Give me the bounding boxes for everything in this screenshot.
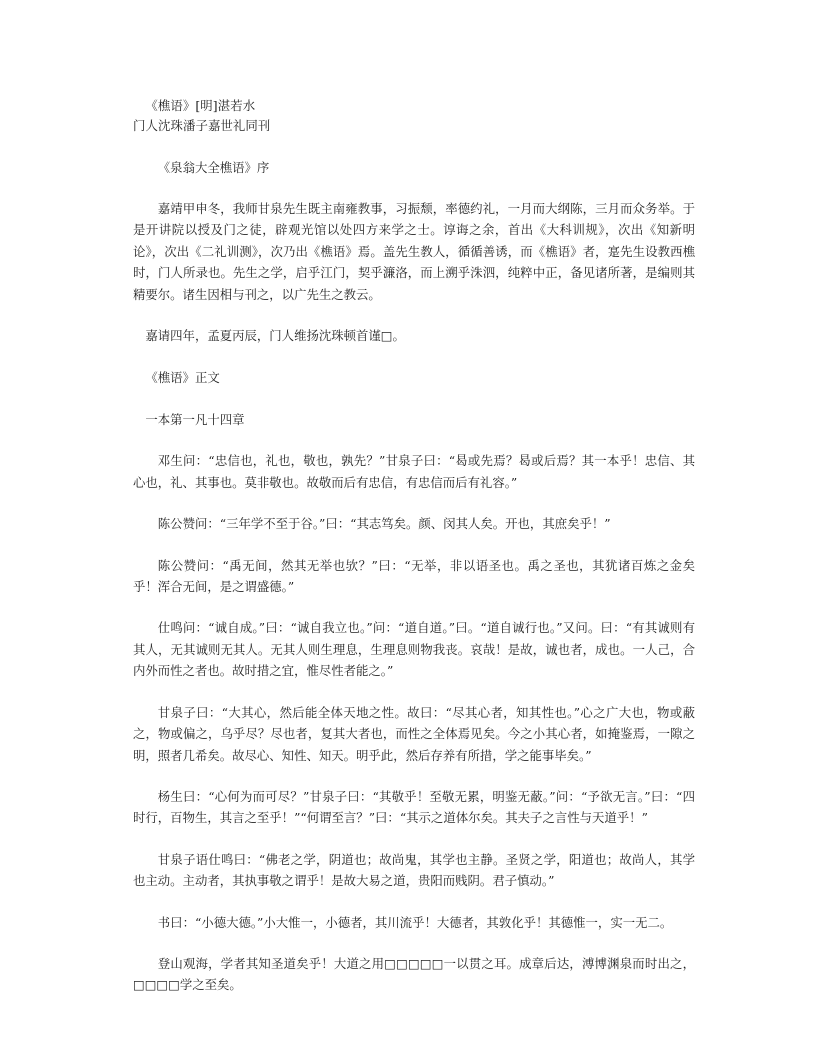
preface-title: 《泉翁大全樵语》序 <box>157 160 270 175</box>
paragraph-yang-sheng: 杨生曰：“心何为而可尽？”甘泉子曰：“其敬乎！至敬无累，明鉴无蔽。”问：“予欲无言。”曰：“四时行，百物生，其言之至乎！”“何谓至言？”曰：“其示之道体尔矣。其夫子之言性与天道乎！” <box>133 788 695 826</box>
document-header <box>133 96 695 136</box>
preface-body-paragraph: 嘉靖甲申冬，我师甘泉先生既主南雍教事，习振颓，率德约礼，一月而大纲陈，三月而众务举。于是开讲院以授及门之徒，辟观光馆以处四方来学之士。谆诲之余，首出《大科训规》，次出《知新明论》，次出《二礼训测》，次乃出《樵语》焉。盖先生教人，循循善诱，而《樵语》者，寔先生设教西樵时，门人所录也。先生之学，启乎江门，契乎濂洛，而上溯乎洙泗，纯粹中正，备见诸所著，是编则其精要尔。诸生因相与刊之，以广先生之教云。 <box>133 201 695 302</box>
paragraph-ganquanzi-daqixin: 甘泉子曰：“大其心，然后能全体天地之性。故曰：“尽其心者，知其性也。”心之广大也，物或蔽之，物或偏之，乌乎尽？尽也者，复其大者也，而性之全体焉见矣。今之小其心者，如掩鉴焉，一隙之明，照者几希矣。故尽心、知性、知天。明乎此，然后存养有所措，学之能事毕矣。” <box>133 704 695 763</box>
paragraph-chen-gongzan-2: 陈公赞问：“禹无间，然其无举也欤？”曰：“无举，非以语圣也。禹之圣也，其犹诸百炼之金矣乎！浑合无间，是之谓盛德。” <box>133 557 695 595</box>
main-text-title: 《樵语》正文 <box>145 370 220 386</box>
paragraph-chen-gongzan-1: 陈公赞问：“三年学不至于谷。”曰：“其志笃矣。颜、闵其人矣。开也，其庶矣乎！” <box>157 516 611 532</box>
document-title-line: 《樵语》[明]湛若水 <box>145 98 256 113</box>
paragraph-ganquanzi-yu-shiming: 甘泉子语仕鸣曰：“佛老之学，阴道也；故尚鬼，其学也主静。圣贤之学，阳道也；故尚人，其学也主动。主动者，其执事敬之谓乎！是故大易之道，贵阳而贱阴。君子慎动。” <box>133 851 695 889</box>
document-content <box>133 96 695 996</box>
paragraph-deng-sheng: 邓生问：“忠信也，礼也，敬也，孰先？”甘泉子曰：“曷或先焉？曷或后焉？其一本乎！忠信、其心也，礼、其事也。莫非敬也。故敬而后有忠信，有忠信而后有礼容。” <box>133 453 695 490</box>
paragraph-shu-yue: 书曰：“小德大德。”小大惟一，小德者，其川流乎！大德者，其敦化乎！其德惟一，实一无二。 <box>157 914 673 930</box>
paragraph-dengshan-guanhai: 登山观海，学者其知圣道矣乎！大道之用□□□□□一以贯之耳。成章后达，溥博渊泉而时出之，□□□□学之至矣。 <box>133 955 695 993</box>
preface-signature: 嘉请四年，孟夏丙辰，门人维扬沈珠顿首谨□。 <box>145 328 405 344</box>
paragraph-shi-ming: 仕鸣问：“诚自成。”曰：“诚自我立也。”问：“道自道。”曰。“道自诚行也。”又问。曰：“有其诚则有其人，无其诚则无其人。无其人则生理息，生理息则物我丧。哀哉！是故，诚也者，成也。一人己，合内外而性之者也。故时措之宜，惟尽性者能之。” <box>133 620 695 679</box>
document-byline-line: 门人沈珠潘子嘉世礼同刊 <box>133 118 271 133</box>
chapter-label: 一本第一凡十四章 <box>145 412 245 428</box>
